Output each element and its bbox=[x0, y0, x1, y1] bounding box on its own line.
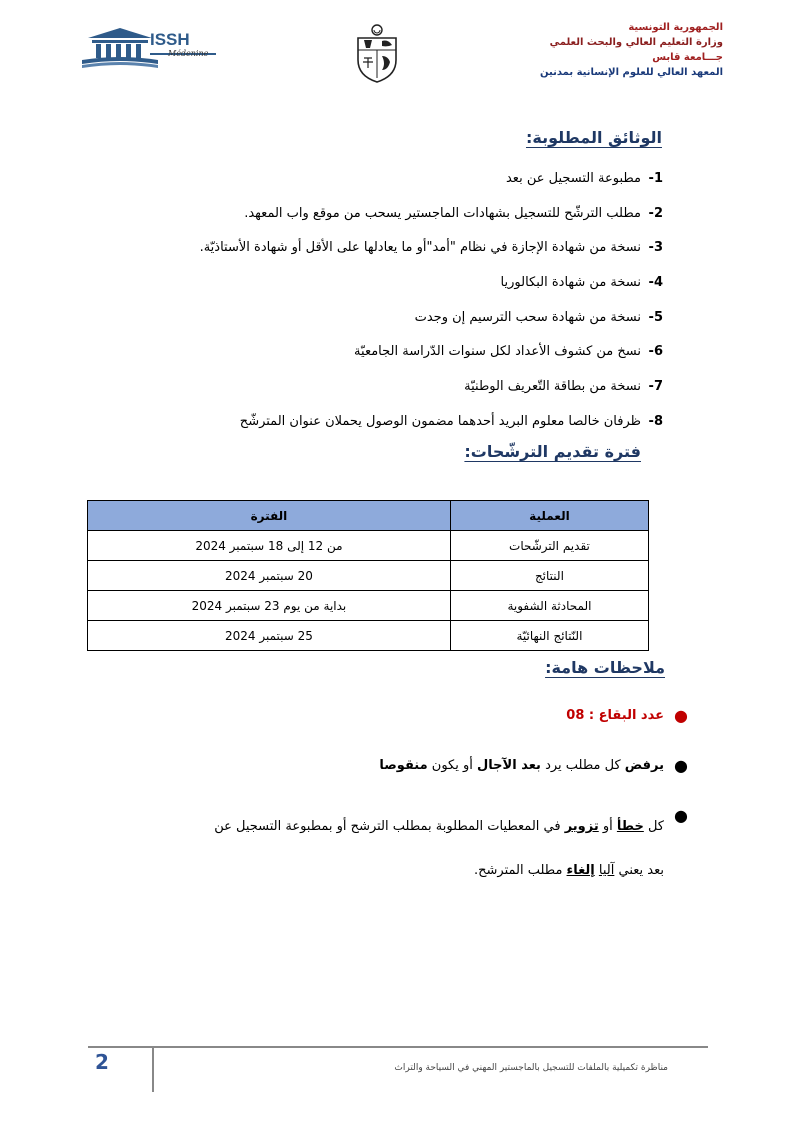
header-line-4: المعهد العالي للعلوم الإنسانية بمدنين bbox=[540, 67, 723, 78]
list-item bbox=[103, 405, 663, 440]
cell-period: 20 سبتمبر 2024 bbox=[88, 561, 451, 591]
footer-divider bbox=[88, 1046, 708, 1048]
bullet-icon: ● bbox=[674, 706, 688, 725]
item-text: نسخ من كشوف الأعداد لكل سنوات الدّراسة الجامعيّة bbox=[354, 344, 641, 360]
item-number: 6- bbox=[648, 344, 663, 360]
bullet-icon: ● bbox=[674, 806, 688, 825]
item-text: نسخة من شهادة سحب الترسيم إن وجدت bbox=[414, 309, 641, 325]
item-text: نسخة من بطاقة التّعريف الوطنيّة bbox=[464, 379, 641, 395]
page-number: 2 bbox=[95, 1050, 109, 1074]
list-item bbox=[103, 335, 663, 370]
note-rejection bbox=[78, 755, 698, 805]
text-run: تزوير bbox=[564, 819, 599, 834]
text-run: يرفض bbox=[624, 758, 664, 773]
cell-period: من 12 إلى 18 سبتمبر 2024 bbox=[88, 531, 451, 561]
cell-operation: تقديم الترشّحات bbox=[450, 531, 648, 561]
text-run: مطلب المترشح. bbox=[473, 863, 567, 878]
header-line-1: الجمهورية التونسية bbox=[628, 22, 723, 33]
text-run: في المعطيات المطلوبة بمطلب الترشح أو بمطبوعة التسجيل عن bbox=[214, 819, 565, 834]
table-header-row bbox=[88, 501, 649, 531]
list-item bbox=[103, 197, 663, 232]
text-run: بعد يعني bbox=[614, 863, 664, 878]
period-title: فترة تقديم الترشّحات: bbox=[464, 442, 641, 461]
notes-list bbox=[78, 705, 698, 893]
bullet-icon: ● bbox=[674, 756, 688, 775]
item-number: 3- bbox=[648, 240, 663, 256]
item-number: 2- bbox=[648, 205, 663, 221]
seats-text: عدد البقاع : 08 bbox=[566, 708, 664, 723]
list-item bbox=[103, 231, 663, 266]
item-text: ظرفان خالصا معلوم البريد أحدهما مضمون الوصول يحملان عنوان المترشّح bbox=[239, 413, 641, 429]
table-row bbox=[88, 561, 649, 591]
item-text: نسخة من شهادة الإجازة في نظام "أمد"أو ما يعادلها على الأقل أو شهادة الأستاذيّة. bbox=[199, 240, 641, 256]
list-item bbox=[103, 301, 663, 336]
table-row bbox=[88, 621, 649, 651]
item-number: 8- bbox=[648, 413, 663, 429]
text-run: كل مطلب يرد bbox=[540, 758, 625, 773]
header-line-3: جـــامعة قابس bbox=[652, 52, 723, 63]
item-text: مطلب الترشّح للتسجيل بشهادات الماجستير يسحب من موقع واب المعهد. bbox=[244, 205, 641, 221]
text-run: أو bbox=[598, 819, 617, 834]
cell-operation: المحادثة الشفوية bbox=[450, 591, 648, 621]
header-line-2: وزارة التعليم العالي والبحث العلمي bbox=[549, 37, 723, 48]
cancellation-text bbox=[214, 805, 664, 893]
documents-list bbox=[103, 162, 663, 440]
note-seats bbox=[78, 705, 698, 755]
item-text: نسخة من شهادة البكالوريا bbox=[500, 275, 641, 291]
list-item bbox=[103, 162, 663, 197]
notes-title: ملاحظات هامة: bbox=[545, 658, 665, 677]
cell-operation: النتائج bbox=[450, 561, 648, 591]
note-cancellation bbox=[78, 805, 698, 893]
documents-title: الوثائق المطلوبة: bbox=[525, 128, 662, 147]
text-run: خطأ bbox=[616, 819, 644, 834]
item-number: 5- bbox=[648, 309, 663, 325]
text-run: كل bbox=[643, 819, 664, 834]
logo-text: ISSH bbox=[150, 30, 190, 49]
footer-text: مناظرة تكميلية بالملفات للتسجيل بالماجستير المهني في السياحة والتراث bbox=[394, 1063, 668, 1073]
tunisia-emblem-icon bbox=[352, 22, 402, 84]
column-header-operation: العملية bbox=[450, 501, 648, 531]
cell-period: بداية من يوم 23 سبتمبر 2024 bbox=[88, 591, 451, 621]
text-run: آليا bbox=[598, 863, 615, 878]
item-text: مطبوعة التسجيل عن بعد bbox=[505, 171, 641, 186]
text-run: أو يكون bbox=[427, 758, 478, 773]
logo-subtitle: Médenine bbox=[168, 49, 209, 58]
rejection-text bbox=[379, 755, 664, 777]
item-number: 1- bbox=[648, 171, 663, 186]
text-run: منقوصا bbox=[379, 758, 428, 773]
item-number: 7- bbox=[648, 379, 663, 395]
column-header-period: الفترة bbox=[88, 501, 451, 531]
cell-operation: النّتائج النهائيّة bbox=[450, 621, 648, 651]
text-run: بعد الآجال bbox=[477, 758, 541, 773]
item-number: 4- bbox=[648, 275, 663, 291]
schedule-table bbox=[87, 500, 649, 651]
cell-period: 25 سبتمبر 2024 bbox=[88, 621, 451, 651]
table-row bbox=[88, 531, 649, 561]
list-item bbox=[103, 370, 663, 405]
ministry-header bbox=[540, 20, 723, 80]
footer-vertical-divider bbox=[152, 1048, 154, 1092]
list-item bbox=[103, 266, 663, 301]
text-run: إلغاء bbox=[566, 863, 595, 878]
table-row bbox=[88, 591, 649, 621]
